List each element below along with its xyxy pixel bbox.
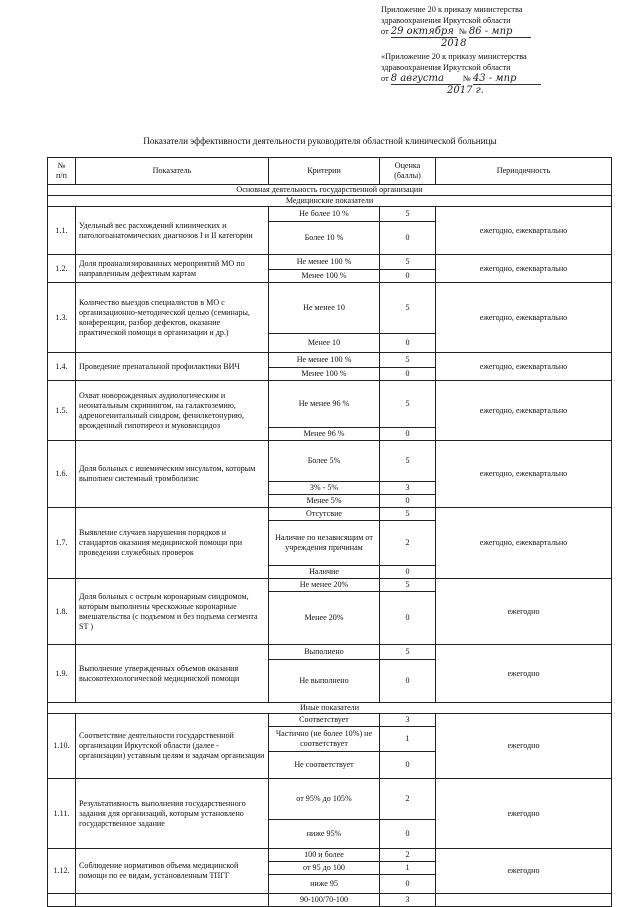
- criteria-cell: Не выполнено: [269, 660, 380, 703]
- handwritten-date-1: 29 октября: [391, 26, 457, 38]
- score-cell: 5: [380, 207, 436, 222]
- header-year-2: [381, 85, 541, 96]
- score-cell: 5: [380, 381, 436, 428]
- period-cell: ежегодно, ежеквартально: [436, 283, 612, 353]
- criteria-cell: Более 10 %: [269, 222, 380, 255]
- period-cell: ежегодно, ежеквартально: [436, 353, 612, 381]
- indicator-text: [76, 894, 269, 907]
- period-cell: ежегодно, ежеквартально: [436, 255, 612, 283]
- criteria-cell: Не менее 100 %: [269, 353, 380, 368]
- table-row: [48, 255, 612, 270]
- section-other: Иные показатели: [48, 703, 612, 714]
- col-header-criteria: Критерии: [269, 158, 380, 185]
- row-number: 1.11.: [48, 779, 76, 849]
- criteria-cell: Не менее 96 %: [269, 381, 380, 428]
- table-row: [48, 353, 612, 368]
- score-cell: 3: [380, 482, 436, 495]
- indicator-text: Доля проанализированных мероприятий МО по направленным дефектным картам: [76, 255, 269, 283]
- score-cell: 5: [380, 283, 436, 334]
- table-row: [48, 579, 612, 592]
- score-cell: 0: [380, 222, 436, 255]
- handwritten-number-2: 43 - мпр: [473, 73, 541, 85]
- section-row-medical: [48, 196, 612, 207]
- period-cell: [436, 894, 612, 907]
- criteria-cell: Соответствует: [269, 714, 380, 727]
- indicator-text: Охват новорожденных аудиологическим и неонатальным скринингом, на галактоземию, адреногенитальный синдром, фенилкетонурию, врожденный гипотиреоз и муковисцидоз: [76, 381, 269, 441]
- period-cell: ежегодно, ежеквартально: [436, 441, 612, 508]
- row-number: [48, 894, 76, 907]
- criteria-cell: Выполнено: [269, 645, 380, 660]
- indicator-text: Количество выездов специалистов в МО с организационно-методической целью (семинары, конференции, разбор дефектов, оказание практической помощи в организации и др.): [76, 283, 269, 353]
- table-header-row: [48, 158, 612, 185]
- indicator-text: Доля больных с острым коронарным синдромом, которым выполнены чрескожные коронарные вмешательства (с подъемом и без подъема сегмента ST ): [76, 579, 269, 645]
- table-row: [48, 381, 612, 428]
- row-number: 1.12.: [48, 849, 76, 894]
- indicator-text: Результативность выполнения государственного задания для организаций, которым установлено государственное задание: [76, 779, 269, 849]
- handwritten-number-1: 86 - мпр: [469, 26, 531, 38]
- row-number: 1.4.: [48, 353, 76, 381]
- score-cell: 0: [380, 428, 436, 441]
- period-cell: ежегодно: [436, 645, 612, 703]
- section-main: Основная деятельность государственной организации: [48, 185, 612, 196]
- period-cell: ежегодно: [436, 714, 612, 779]
- period-cell: ежегодно: [436, 579, 612, 645]
- period-cell: ежегодно: [436, 779, 612, 849]
- row-number: 1.1.: [48, 207, 76, 255]
- criteria-cell: Не менее 100 %: [269, 255, 380, 270]
- criteria-cell: Частично (не более 10%) не соответствует: [269, 727, 380, 752]
- table-row: [48, 283, 612, 334]
- criteria-cell: Менее 100 %: [269, 270, 380, 283]
- row-number: 1.5.: [48, 381, 76, 441]
- criteria-cell: Менее 5%: [269, 495, 380, 508]
- criteria-cell: Отсутсвие: [269, 508, 380, 521]
- criteria-cell: Не более 10 %: [269, 207, 380, 222]
- header-line-4: «Приложение 20 к приказу министерства: [381, 52, 527, 61]
- col-header-period: Периодичность: [436, 158, 612, 185]
- criteria-cell: 100 и более: [269, 849, 380, 862]
- criteria-cell: 90-100/70-100: [269, 894, 380, 907]
- score-cell: 2: [380, 849, 436, 862]
- indicator-text: Выявление случаев нарушения порядков и стандартов оказания медицинской помощи при проведении служебных проверок: [76, 508, 269, 579]
- table-row: [48, 508, 612, 521]
- period-cell: ежегодно, ежеквартально: [436, 207, 612, 255]
- score-cell: 3: [380, 714, 436, 727]
- criteria-cell: Менее 20%: [269, 592, 380, 645]
- header-line-6: [381, 73, 541, 85]
- criteria-cell: от 95% до 105%: [269, 779, 380, 820]
- period-cell: ежегодно, ежеквартально: [436, 508, 612, 579]
- header-number-label-2: №: [462, 74, 471, 83]
- indicators-table: [47, 157, 612, 907]
- score-cell: 0: [380, 660, 436, 703]
- score-cell: 5: [380, 255, 436, 270]
- score-cell: 5: [380, 508, 436, 521]
- score-cell: 5: [380, 645, 436, 660]
- col-header-num: № п/п: [48, 158, 76, 185]
- score-cell: 1: [380, 862, 436, 875]
- table-row: [48, 714, 612, 727]
- criteria-cell: Наличие по независящим от учреждения причинам: [269, 521, 380, 566]
- score-cell: 0: [380, 820, 436, 849]
- score-cell: 0: [380, 495, 436, 508]
- criteria-cell: Менее 100 %: [269, 368, 380, 381]
- table-row: [48, 849, 612, 862]
- handwritten-year-2: 2017 г.: [447, 85, 484, 96]
- score-cell: 0: [380, 368, 436, 381]
- col-header-score: Оценка (баллы): [380, 158, 436, 185]
- indicator-text: Удельный вес расхождений клинических и патологоанатомических диагнозов I и II категории: [76, 207, 269, 255]
- criteria-cell: от 95 до 100: [269, 862, 380, 875]
- indicator-text: Соответствие деятельности государственной организации Иркутской области (далее - организации) уставным целям и задачам организации: [76, 714, 269, 779]
- row-number: 1.2.: [48, 255, 76, 283]
- header-from-label: от: [381, 27, 389, 36]
- indicator-text: Доля больных с ишемическим инсультом, которым выполнен системный тромболизис: [76, 441, 269, 508]
- col-header-indicator: Показатель: [76, 158, 269, 185]
- indicator-text: Выполнение утвержденных объемов оказания высокотехнологической медицинской помощи: [76, 645, 269, 703]
- score-cell: 0: [380, 875, 436, 894]
- table-row: [48, 779, 612, 820]
- header-line-3: [381, 26, 541, 38]
- criteria-cell: Менее 10: [269, 334, 380, 353]
- approval-header: [381, 4, 541, 96]
- criteria-cell: Не менее 10: [269, 283, 380, 334]
- row-number: 1.6.: [48, 441, 76, 508]
- period-cell: ежегодно, ежеквартально: [436, 381, 612, 441]
- criteria-cell: ниже 95: [269, 875, 380, 894]
- score-cell: 2: [380, 779, 436, 820]
- row-number: 1.10.: [48, 714, 76, 779]
- table-row: [48, 645, 612, 660]
- section-row-main: [48, 185, 612, 196]
- criteria-cell: Менее 96 %: [269, 428, 380, 441]
- header-from-label-2: от: [381, 74, 389, 83]
- table-row: [48, 207, 612, 222]
- section-medical: Медицинские показатели: [48, 196, 612, 207]
- handwritten-date-2: 8 августа: [391, 73, 461, 85]
- handwritten-year-1: 2018: [441, 38, 467, 49]
- score-cell: 5: [380, 353, 436, 368]
- criteria-cell: ниже 95%: [269, 820, 380, 849]
- indicator-text: Соблюдение нормативов объема медицинской помощи по ее видам, установленным ТПГГ: [76, 849, 269, 894]
- score-cell: 3: [380, 894, 436, 907]
- table-row: [48, 894, 612, 907]
- row-number: 1.9.: [48, 645, 76, 703]
- header-line-5: здравоохранения Иркутской области: [381, 63, 511, 72]
- header-line-1: Приложение 20 к приказу министерства: [381, 5, 523, 14]
- criteria-cell: Более 5%: [269, 441, 380, 482]
- header-number-label: №: [458, 27, 467, 36]
- header-line-2: здравоохранения Иркутской области: [381, 16, 511, 25]
- indicator-text: Проведение пренатальной профилактики ВИЧ: [76, 353, 269, 381]
- score-cell: 0: [380, 334, 436, 353]
- document-title: Показатели эффективности деятельности руководителя областной клинической больницы: [143, 136, 497, 146]
- row-number: 1.7.: [48, 508, 76, 579]
- score-cell: 0: [380, 270, 436, 283]
- row-number: 1.8.: [48, 579, 76, 645]
- score-cell: 5: [380, 579, 436, 592]
- period-cell: ежегодно: [436, 849, 612, 894]
- table-row: [48, 441, 612, 482]
- criteria-cell: Наличие: [269, 566, 380, 579]
- criteria-cell: Не соответствует: [269, 752, 380, 779]
- score-cell: 1: [380, 727, 436, 752]
- section-row-other: [48, 703, 612, 714]
- score-cell: 0: [380, 592, 436, 645]
- score-cell: 2: [380, 521, 436, 566]
- criteria-cell: Не менее 20%: [269, 579, 380, 592]
- score-cell: 5: [380, 441, 436, 482]
- row-number: 1.3.: [48, 283, 76, 353]
- criteria-cell: 3% - 5%: [269, 482, 380, 495]
- score-cell: 0: [380, 566, 436, 579]
- header-year-1: [381, 38, 541, 49]
- score-cell: 0: [380, 752, 436, 779]
